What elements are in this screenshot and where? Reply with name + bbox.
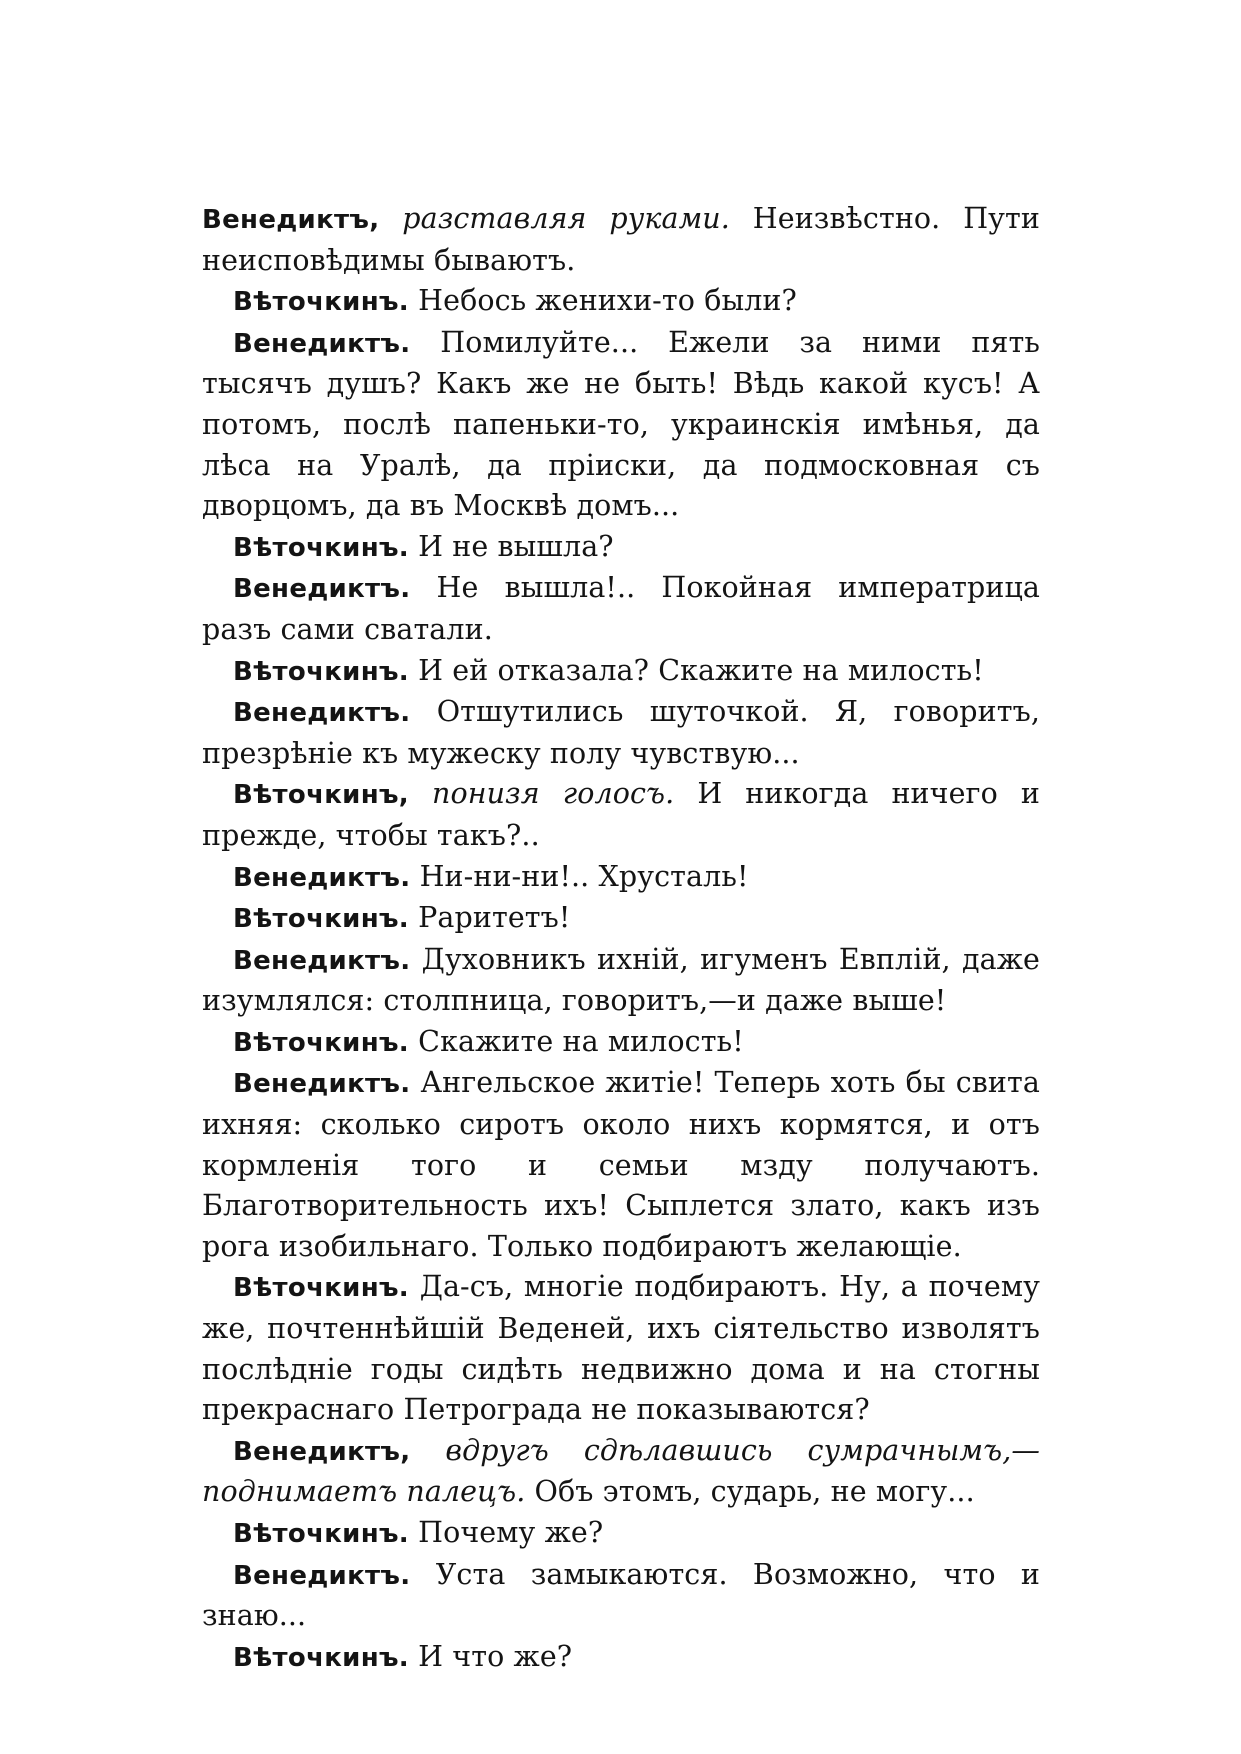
dialogue-text: Не вышла!.. Покойная императрица разъ сами сватали. xyxy=(202,571,1040,646)
dialogue-line xyxy=(202,568,1040,650)
dialogue-text: И никогда ничего и прежде, чтобы такъ?.. xyxy=(202,777,1040,852)
speaker-name: Венедиктъ. xyxy=(233,698,411,729)
dialogue-line xyxy=(202,1267,1040,1430)
speaker-name: Венедиктъ. xyxy=(233,574,411,605)
speaker-name: Венедиктъ. xyxy=(233,862,411,893)
dialogue-text: Небось женихи-то были? xyxy=(418,284,797,318)
speaker-name: Венедиктъ, xyxy=(202,205,380,235)
dialogue-line xyxy=(202,1637,1040,1679)
speaker-name: Венедиктъ. xyxy=(233,1069,411,1100)
speaker-name: Вѣточкинъ. xyxy=(233,1273,409,1304)
dialogue-line xyxy=(202,199,1040,281)
dialogue-text: Да-съ, многіе подбираютъ. Ну, а почему же, почтеннѣйшій Веденей, ихъ сіятельство изволятъ послѣдніе годы сидѣть недвижно дома и на стогны прекраснаго Петрограда не показываются? xyxy=(202,1270,1040,1427)
speaker-name: Вѣточкинъ. xyxy=(233,532,409,563)
dialogue-line xyxy=(202,774,1040,856)
dialogue-line xyxy=(202,527,1040,569)
dialogue-line xyxy=(202,651,1040,693)
dialogue-text: Раритетъ! xyxy=(418,901,571,935)
dialogue-line xyxy=(202,323,1040,527)
dialogue-line xyxy=(202,857,1040,899)
dialogue-line xyxy=(202,1063,1040,1267)
dialogue-text: И не вышла? xyxy=(418,529,614,563)
page-text xyxy=(202,199,1040,1678)
speaker-name: Вѣточкинъ. xyxy=(233,1027,409,1058)
speaker-name: Венедиктъ. xyxy=(233,945,411,976)
dialogue-text: И что же? xyxy=(418,1639,573,1673)
dialogue-line xyxy=(202,1431,1040,1513)
stage-direction: понизя голосъ. xyxy=(432,777,675,811)
dialogue-text: Ангельское житіе! Теперь хоть бы свита ихняя: сколько сиротъ около нихъ кормятся, и отъ кормленія того и семьи мзду получаютъ. Благотворительность ихъ! Сыплется злато, какъ изъ рога изобильнаго. Только подбираютъ желающіе. xyxy=(202,1066,1040,1263)
dialogue-text: Отшутились шуточкой. Я, говоритъ, презрѣніе къ мужеску полу чувствую... xyxy=(202,695,1040,770)
dialogue-text: Уста замыкаются. Возможно, что и знаю... xyxy=(202,1557,1040,1633)
speaker-name: Вѣточкинъ. xyxy=(233,904,409,935)
speaker-name: Вѣточкинъ. xyxy=(233,656,409,687)
dialogue-line xyxy=(202,692,1040,774)
dialogue-text: Почему же? xyxy=(418,1516,604,1549)
speaker-name: Венедиктъ. xyxy=(233,328,411,359)
dialogue-text: Скажите на милость! xyxy=(418,1024,744,1058)
dialogue-line xyxy=(202,1555,1040,1637)
stage-direction: вдругъ сдѣлавшись сумрачнымъ,—поднимаетъ палецъ. xyxy=(202,1433,1040,1509)
dialogue-line xyxy=(202,940,1040,1022)
speaker-name: Венедиктъ, xyxy=(233,1436,411,1467)
speaker-name: Вѣточкинъ, xyxy=(233,780,409,811)
stage-direction: разставляя руками. xyxy=(402,202,730,235)
speaker-name: Вѣточкинъ. xyxy=(233,287,409,318)
dialogue-text: Объ этомъ, сударь, не могу... xyxy=(534,1475,975,1509)
dialogue-text: Духовникъ ихній, игуменъ Евплій, даже изумлялся: столпница, говоритъ,—и даже выше! xyxy=(202,942,1040,1018)
speaker-name: Венедиктъ. xyxy=(233,1560,411,1591)
dialogue-line xyxy=(202,1022,1040,1064)
dialogue-text: Помилуйте... Ежели за ними пять тысячъ душъ? Какъ же не быть! Вѣдь какой кусъ! А потомъ, послѣ папеньки-то, украинскія имѣнья, да лѣса на Уралѣ, да пріиски, да подмосковная съ дворцомъ, да въ Москвѣ домъ... xyxy=(202,325,1040,523)
speaker-name: Вѣточкинъ. xyxy=(233,1642,409,1673)
speaker-name: Вѣточкинъ. xyxy=(233,1519,409,1549)
dialogue-text: Неизвѣстно. Пути неисповѣдимы бываютъ. xyxy=(202,202,1040,277)
dialogue-line xyxy=(202,1513,1040,1555)
dialogue-text: Ни-ни-ни!.. Хрусталь! xyxy=(419,859,749,893)
dialogue-line xyxy=(202,898,1040,940)
dialogue-line xyxy=(202,281,1040,323)
dialogue-text: И ей отказала? Скажите на милость! xyxy=(418,653,984,687)
